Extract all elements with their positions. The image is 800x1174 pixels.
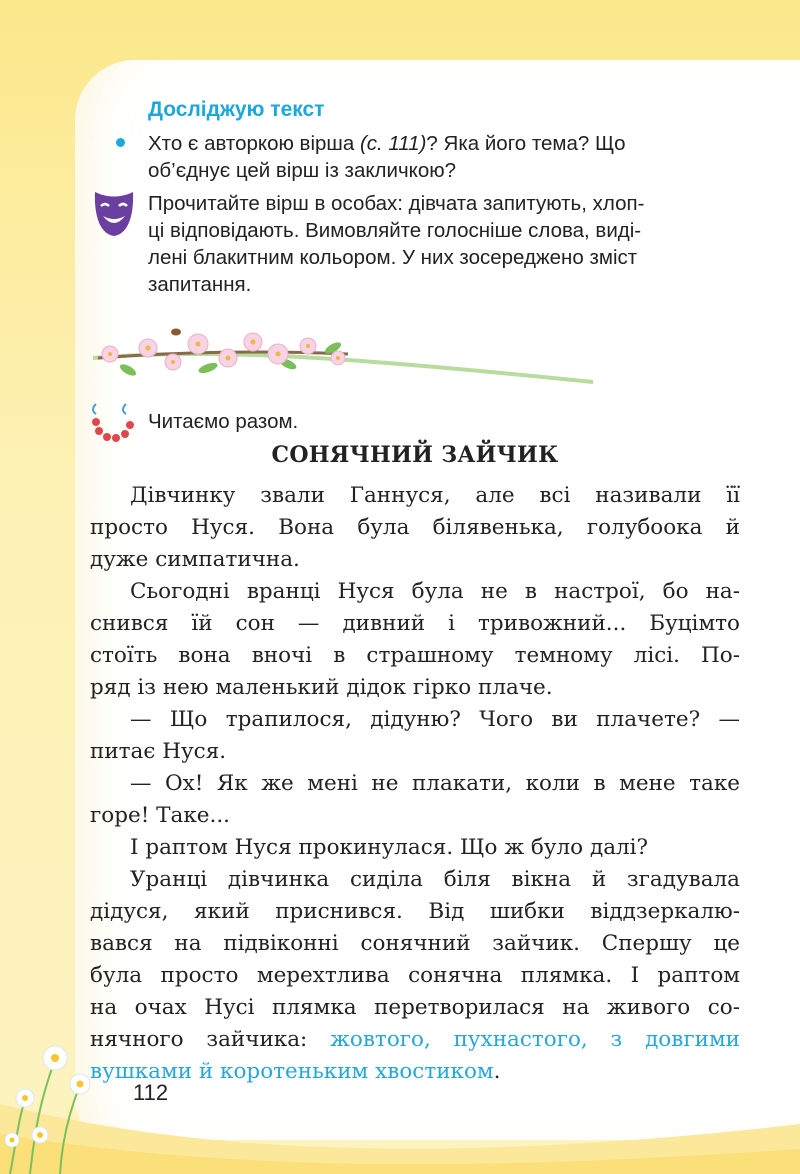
story-title: СОНЯЧНИЙ ЗАЙЧИК: [271, 442, 559, 468]
blossom-branch-decoration: [88, 318, 608, 398]
story-line: просто Нуся. Вона була білявенька, голубоока й: [90, 515, 740, 540]
highlighted-text: жовтого, пухнастого, з довгими: [330, 1027, 740, 1052]
story-line: вався на підвіконні сонячний зайчик. Спершу це: [90, 931, 740, 956]
story-line: дуже симпатична.: [90, 547, 300, 572]
question-line-1: [148, 130, 748, 157]
story-line: Дівчинку звали Ганнуся, але всі називали її: [130, 483, 740, 508]
story-line: горе! Таке...: [90, 803, 230, 828]
page-number: 112: [133, 1080, 169, 1105]
story-line: на очах Нусі плямка перетворилася на живого со-: [90, 995, 740, 1020]
section-title: Досліджую текст: [148, 98, 325, 121]
story-line-highlight: [90, 1024, 740, 1056]
story-line-highlight: [90, 1056, 740, 1088]
theatre-mask-icon: [92, 188, 136, 238]
read-together-icon: [88, 400, 140, 444]
story-line: снився їй сон — дивний і тривожний... Буцімто: [90, 611, 740, 636]
story-text: нячного зайчика:: [90, 1027, 331, 1052]
bullet-dot-icon: [116, 138, 125, 147]
highlighted-text: вушками й коротеньким хвостиком: [90, 1059, 494, 1084]
instruction-line-3: лені блакитним кольором. У них зосереджено зміст: [148, 246, 638, 269]
instruction-line-4: запитання.: [148, 273, 252, 296]
story-line: стоїть вона вночі в страшному темному лісі. По-: [90, 643, 740, 668]
question-text-a: Хто є авторкою вірша: [148, 132, 360, 155]
story-line: Сьогодні вранці Нуся була не в настрої, бо на-: [130, 579, 740, 604]
story-line: — Ох! Як же мені не плакати, коли в мене таке: [130, 771, 740, 796]
story-line: Уранці дівчинка сиділа біля вікна й згадувала: [130, 867, 740, 892]
story-text: .: [493, 1059, 501, 1084]
instruction-line-1: Прочитайте вірш в особах: дівчата запитують, хлоп-: [148, 192, 645, 215]
story-line: була просто мерехтлива сонячна плямка. І раптом: [90, 963, 740, 988]
question-text-b: ? Яка його тема? Що: [426, 132, 626, 155]
story-line: питає Нуся.: [90, 739, 227, 764]
instruction-line-2: ці відповідають. Вимовляйте голосніше слова, виді-: [148, 219, 642, 242]
read-together-label: Читаємо разом.: [148, 410, 299, 433]
story-line: — Що трапилося, дідуню? Чого ви плачете? —: [130, 707, 740, 732]
story-line: І раптом Нуся прокинулася. Що ж було далі?: [130, 835, 649, 860]
story-line: ряд із нею маленький дідок гірко плаче.: [90, 675, 553, 700]
story-line: дідуся, який приснився. Від шибки віддзеркалю-: [90, 899, 740, 924]
question-line-2: об’єднує цей вірш із закличкою?: [148, 159, 457, 182]
page-reference: (с. 111): [359, 132, 427, 155]
